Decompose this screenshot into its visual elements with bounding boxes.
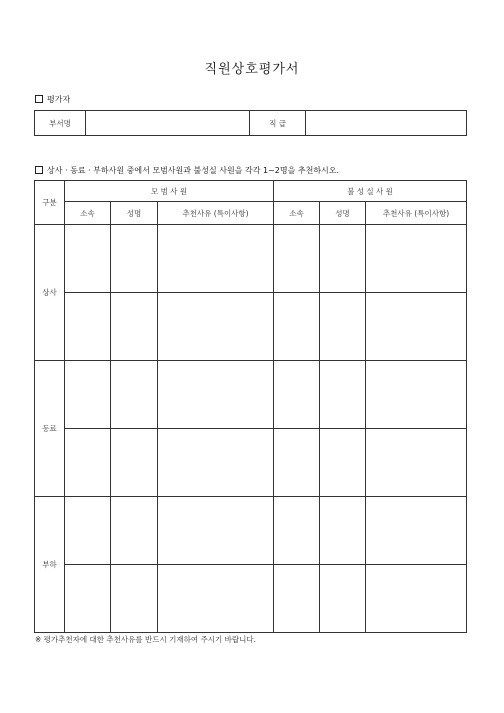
unfaithful-employee-header: 불 성 실 사 원 [274, 181, 467, 202]
section-evaluator-heading: 평가자 [35, 94, 70, 105]
input-cell[interactable] [65, 565, 111, 633]
input-cell[interactable] [158, 565, 274, 633]
model-name-header: 성명 [111, 202, 158, 225]
input-cell[interactable] [274, 565, 320, 633]
checkbox-square-icon [35, 95, 43, 103]
footnote: ※ 평가추천자에 대한 추천사유를 반드시 기재하여 주시기 바랍니다. [35, 635, 256, 644]
input-cell[interactable] [320, 361, 366, 429]
input-cell[interactable] [366, 293, 467, 361]
input-cell[interactable] [158, 225, 274, 293]
input-cell[interactable] [366, 429, 467, 497]
row-label-subordinate: 부하 [35, 497, 65, 633]
input-cell[interactable] [320, 225, 366, 293]
input-cell[interactable] [274, 225, 320, 293]
section-recommend-heading: 상사 · 동료 · 부하사원 중에서 모범사원과 불성실 사원을 각각 1~2명을 추천하시오. [35, 165, 339, 176]
input-cell[interactable] [158, 293, 274, 361]
evaluator-table [34, 110, 467, 136]
input-cell[interactable] [65, 361, 111, 429]
model-employee-header: 모 범 사 원 [65, 181, 274, 202]
input-cell[interactable] [320, 429, 366, 497]
input-cell[interactable] [366, 565, 467, 633]
input-cell[interactable] [274, 429, 320, 497]
checkbox-square-icon [35, 166, 43, 174]
dept-field[interactable] [86, 111, 250, 136]
recommendation-table [34, 180, 467, 633]
input-cell[interactable] [274, 497, 320, 565]
input-cell[interactable] [158, 429, 274, 497]
document-title: 직원상호평가서 [204, 62, 300, 77]
unfaithful-reason-header: 추천사유 (특이사항) [366, 202, 467, 225]
input-cell[interactable] [111, 361, 158, 429]
input-cell[interactable] [158, 497, 274, 565]
input-cell[interactable] [320, 565, 366, 633]
input-cell[interactable] [111, 293, 158, 361]
input-cell[interactable] [274, 293, 320, 361]
input-cell[interactable] [111, 429, 158, 497]
model-affiliation-header: 소속 [65, 202, 111, 225]
rank-label: 직 급 [250, 111, 306, 136]
category-header: 구분 [35, 181, 65, 225]
unfaithful-affiliation-header: 소속 [274, 202, 320, 225]
input-cell[interactable] [366, 361, 467, 429]
input-cell[interactable] [65, 497, 111, 565]
input-cell[interactable] [320, 293, 366, 361]
input-cell[interactable] [320, 497, 366, 565]
model-reason-header: 추천사유 (특이사항) [158, 202, 274, 225]
input-cell[interactable] [111, 497, 158, 565]
input-cell[interactable] [65, 293, 111, 361]
input-cell[interactable] [65, 429, 111, 497]
row-label-peer: 동료 [35, 361, 65, 497]
input-cell[interactable] [366, 225, 467, 293]
input-cell[interactable] [158, 361, 274, 429]
input-cell[interactable] [111, 225, 158, 293]
input-cell[interactable] [274, 361, 320, 429]
rank-field[interactable] [306, 111, 467, 136]
unfaithful-name-header: 성명 [320, 202, 366, 225]
input-cell[interactable] [65, 225, 111, 293]
input-cell[interactable] [366, 497, 467, 565]
input-cell[interactable] [111, 565, 158, 633]
dept-label: 부서명 [35, 111, 86, 136]
row-label-superior: 상사 [35, 225, 65, 361]
